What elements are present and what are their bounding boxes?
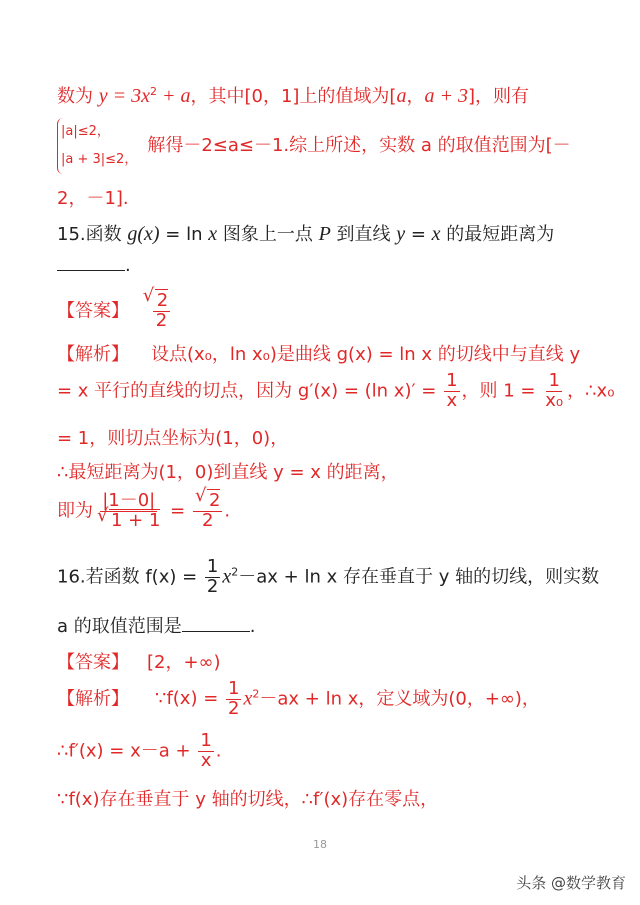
text: = ln: [159, 224, 209, 245]
denominator: x₀: [545, 389, 564, 411]
text: 数为: [57, 86, 99, 107]
solution-line-1: [57, 82, 529, 108]
solution-line-3: 2，－1].: [57, 188, 129, 209]
blank: [57, 252, 125, 271]
watermark: 头条 @数学教育: [516, 874, 626, 892]
text: .: [215, 740, 222, 762]
solution-line-2: [57, 118, 571, 174]
answer-value: [2，+∞): [147, 652, 221, 673]
text: 设点(x₀，ln x₀)是曲线 g(x) = ln x 的切线中与直线 y: [151, 344, 581, 365]
numerator: 1: [446, 370, 458, 391]
question-16: [57, 558, 599, 597]
text: ，其中[0，1]上的值域为[: [190, 86, 397, 107]
text: 16.若函数 f(x) =: [57, 566, 203, 588]
fraction: [198, 732, 213, 771]
denominator: 2: [228, 697, 240, 719]
question-16-line-2: [57, 612, 256, 638]
text: ，∴x₀: [567, 380, 615, 402]
denominator: 2: [201, 509, 214, 531]
math: x: [431, 223, 441, 245]
exponent: 2: [149, 85, 157, 98]
math: x: [222, 565, 232, 588]
text: .: [249, 616, 256, 637]
text: =: [405, 224, 432, 245]
exponent: 2: [252, 687, 260, 701]
fraction: [226, 680, 241, 719]
text: ，: [406, 86, 425, 107]
text: a 的取值范围是: [57, 616, 182, 637]
math: a: [396, 85, 407, 107]
text: 即为: [57, 500, 93, 522]
numerator: 1: [206, 556, 219, 577]
answer-15: [57, 292, 172, 331]
analysis-tag: 【解析】: [57, 688, 129, 710]
exponent: 2: [231, 565, 239, 579]
analysis-15-line-1: [57, 340, 580, 366]
analysis-15-line-5: [57, 492, 230, 531]
text: 15.函数: [57, 224, 128, 245]
numerator: 1: [228, 678, 240, 699]
text: 图象上一点: [217, 224, 319, 245]
inequality-1: |a|≤2，: [61, 124, 110, 139]
fraction: [543, 372, 565, 411]
math: P: [318, 223, 331, 245]
fraction: [95, 492, 162, 531]
math: x: [208, 223, 218, 245]
analysis-16-line-2: [57, 732, 222, 771]
math: x: [243, 687, 253, 710]
numerator: |1－0|: [102, 490, 156, 511]
denominator: √ 1 + 1: [109, 509, 160, 531]
analysis-15-line-3: = 1，则切点坐标为(1，0)，: [57, 428, 289, 449]
text: ，则 1 =: [461, 380, 542, 402]
text: ∵f(x) =: [155, 688, 225, 710]
blank: [182, 613, 250, 632]
fraction: [205, 558, 220, 597]
text: －ax + ln x 存在垂直于 y 轴的切线，则实数: [238, 566, 600, 588]
text: ]，则有: [467, 86, 529, 107]
fraction: [153, 292, 170, 331]
inequality-system: [57, 118, 137, 174]
analysis-15-line-2: [57, 372, 614, 411]
math: a + 3: [424, 85, 468, 107]
denominator: 2: [155, 309, 168, 331]
numerator: 1: [200, 730, 212, 751]
text: 的最短距离为: [440, 224, 555, 245]
text: 到直线: [330, 224, 397, 245]
math: g(x): [127, 223, 160, 245]
math: y = 3x: [98, 85, 150, 107]
fraction: [193, 492, 222, 531]
text: 解得－2≤a≤－1.综上所述，实数 a 的取值范围为[－: [147, 135, 571, 156]
page-number: 18: [313, 838, 327, 851]
fraction: [444, 372, 459, 411]
text: ∴f′(x) = x－a +: [57, 740, 197, 762]
text: = x 平行的直线的切点，因为 g′(x) = (ln x)′ =: [57, 380, 443, 402]
denominator: x: [446, 389, 458, 411]
inequality-2: |a + 3|≤2，: [61, 152, 138, 167]
answer-tag: 【答案】: [57, 300, 129, 322]
numerator: √ 2: [155, 289, 168, 311]
text: .: [224, 500, 231, 522]
answer-16: [57, 648, 221, 674]
denominator: x: [200, 749, 212, 771]
question-15: [57, 220, 554, 246]
text: =: [164, 500, 191, 522]
analysis-16-line-3: ∵f(x)存在垂直于 y 轴的切线，∴f′(x)存在零点，: [57, 789, 439, 810]
math: y: [396, 223, 406, 245]
text: .: [125, 255, 131, 276]
math: + a: [156, 85, 191, 107]
answer-blank-15: [57, 252, 131, 276]
analysis-tag: 【解析】: [57, 344, 129, 365]
analysis-16-line-1: [57, 680, 540, 719]
denominator: 2: [206, 575, 219, 597]
analysis-15-line-4: ∴最短距离为(1，0)到直线 y = x 的距离，: [57, 462, 399, 483]
text: －ax + ln x，定义域为(0，+∞)，: [259, 688, 540, 710]
numerator: 1: [548, 370, 560, 391]
numerator: √ 2: [207, 489, 220, 511]
answer-tag: 【答案】: [57, 652, 129, 673]
